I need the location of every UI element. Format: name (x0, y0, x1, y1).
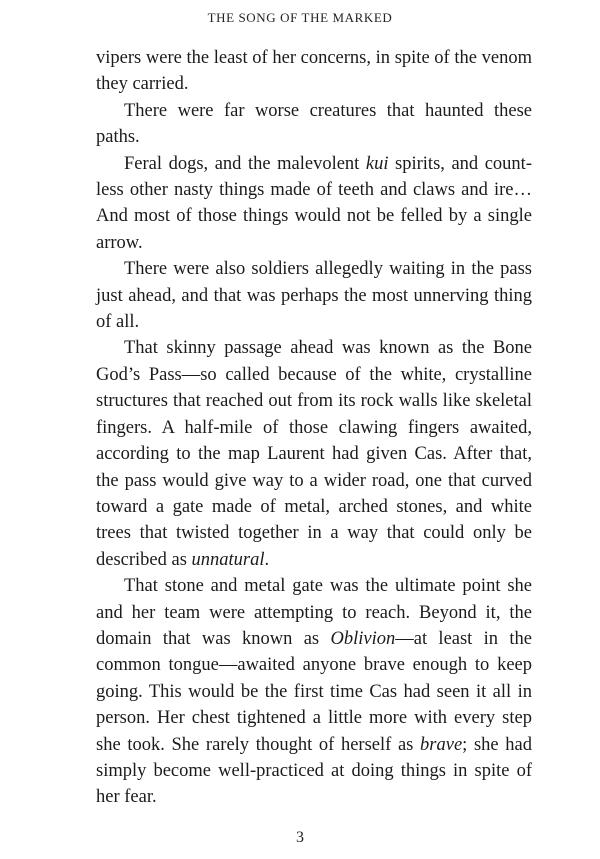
body-text (96, 45, 532, 811)
italic-term: brave (420, 734, 463, 755)
text-segment: Feral dogs, and the malevolent (124, 153, 366, 174)
text-segment: spirits, and countless other nasty things made of teeth and claws and ire… And most of those things would not be felled by a single arrow. (96, 153, 532, 253)
text-segment: . (264, 549, 270, 570)
paragraph (96, 256, 532, 335)
running-head-title: THE SONG OF THE MARKED (207, 10, 393, 25)
paragraph (96, 335, 532, 573)
text-segment: vipers were the least of her concerns, in spite of the venom they carried. (96, 48, 532, 95)
italic-term: kui (365, 153, 389, 174)
text-segment: That stone and metal gate was the ultimate point she and her team were attempting to reach. Beyond it, the domain that was known as (96, 576, 532, 649)
page-number: 3 (296, 829, 304, 846)
italic-term: unnatural (191, 549, 265, 570)
paragraph (96, 151, 532, 257)
text-segment: ; she had simply become well-practiced at doing things in spite of her fear. (96, 734, 532, 808)
text-segment: —at least in the common tongue—awaited anyone brave enough to keep going. This would be the first time Cas had seen it all in person. Her chest tightened a little more with every step she took. She rarely thought of herself as (96, 628, 532, 755)
italic-term: Oblivion (330, 628, 396, 649)
paragraph (96, 45, 532, 98)
paragraph (96, 573, 532, 811)
paragraph (96, 98, 532, 151)
text-segment: There were far worse creatures that haunted these paths. (96, 100, 532, 148)
text-segment: That skinny passage ahead was known as the Bone God’s Pass—so called because of the white, crystalline structures that reached out from its rock walls like skeletal fingers. A half-mile of those clawing fingers awaited, according to the map Laurent had given Cas. After that, the pass would give way to a wider road, one that curved toward a gate made of metal, arched stones, and white trees that twisted together in a way that could only be described as (96, 338, 532, 570)
text-segment: There were also soldiers allegedly waiting in the pass just ahead, and that was perhaps the most unnerving thing of all. (96, 259, 532, 333)
